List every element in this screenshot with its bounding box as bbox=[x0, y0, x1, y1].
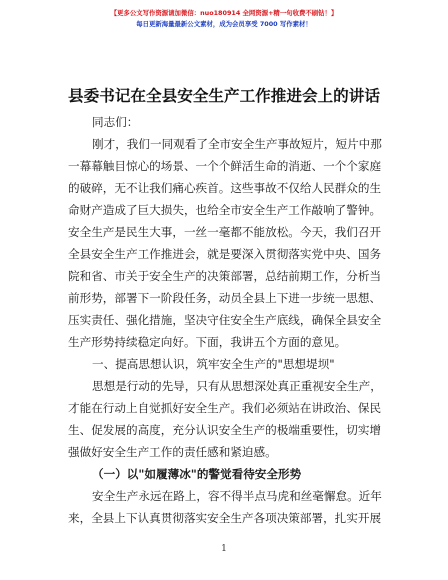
body-line: 才能在行动上自觉抓好安全生产。我们必须站在讲政治、保民 bbox=[68, 401, 382, 415]
document-title: 县委书记在全县安全生产工作推进会上的讲话 bbox=[68, 87, 380, 105]
body-line: 院和省、市关于安全生产的决策部署，总结前期工作，分析当 bbox=[68, 269, 382, 283]
body-line: 来，全县上下认真贯彻落实安全生产各项决策部署，扎实开展 bbox=[68, 511, 382, 525]
body-line: 安全生产永远在路上，容不得半点马虎和丝毫懈怠。近年 bbox=[92, 489, 382, 503]
body-line: 刚才，我们一同观看了全市安全生产事故短片，短片中那 bbox=[92, 137, 382, 151]
subsection-heading: （一）以"如履薄冰"的警觉看待安全形势 bbox=[92, 467, 302, 481]
page-number: 1 bbox=[221, 544, 227, 554]
section-heading: 一、提高思想认识，筑牢安全生产的"思想堤坝" bbox=[92, 357, 335, 371]
document-body bbox=[68, 111, 384, 529]
promo-banner-line1: 【更多公文写作资源请加微信：nuo180914 全网资源+精一句收费不刷钻！】 bbox=[110, 9, 338, 17]
body-line: 压实责任、强化措施，坚决守住安全生产底线，确保全县安全 bbox=[68, 313, 382, 327]
body-line: 同志们： bbox=[92, 115, 139, 129]
body-line: 一幕幕触目惊心的场景、一个个鲜活生命的消逝、一个个家庭 bbox=[68, 159, 382, 173]
body-line: 的破碎，无不让我们痛心疾首。这些事故不仅给人民群众的生 bbox=[68, 181, 382, 195]
body-line: 生产形势持续稳定向好。下面，我讲五个方面的意见。 bbox=[68, 335, 347, 349]
body-line: 强做好安全生产工作的责任感和紧迫感。 bbox=[68, 445, 277, 459]
body-line: 生、促发展的高度，充分认识安全生产的极端重要性，切实增 bbox=[68, 423, 382, 437]
body-line: 前形势，部署下一阶段任务，动员全县上下进一步统一思想、 bbox=[68, 291, 382, 305]
body-line: 思想是行动的先导，只有从思想深处真正重视安全生产， bbox=[92, 379, 382, 393]
promo-banner-line2: 每日更新海量最新公文素材，成为会员享受 7000 写作素材！ bbox=[136, 20, 312, 28]
body-line: 安全生产是民生大事，一丝一毫都不能放松。今天，我们召开 bbox=[68, 225, 382, 239]
promo-banner bbox=[0, 8, 448, 30]
body-line: 命财产造成了巨大损失，也给全市安全生产工作敲响了警钟。 bbox=[68, 203, 382, 217]
body-line: 全县安全生产工作推进会，就是要深入贯彻落实党中央、国务 bbox=[68, 247, 382, 261]
